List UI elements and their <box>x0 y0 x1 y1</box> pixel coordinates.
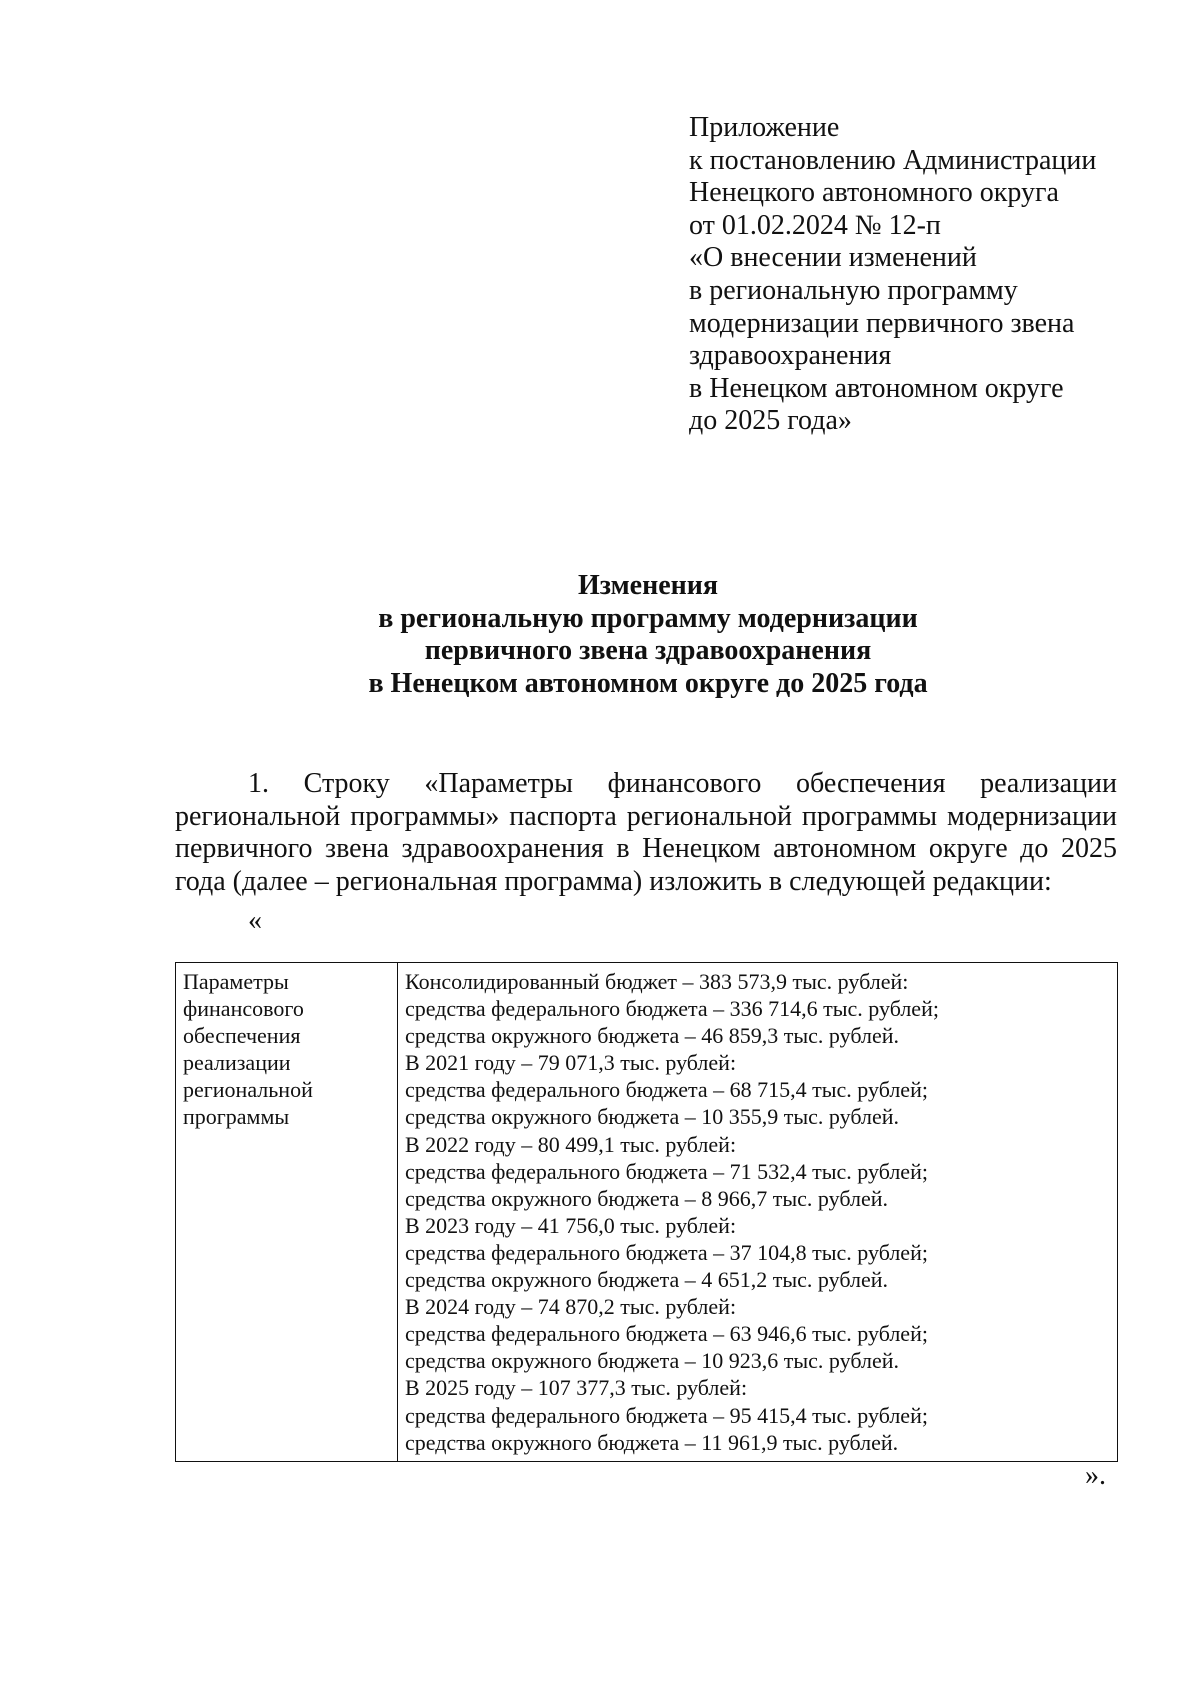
appendix-line: от 01.02.2024 № 12-п <box>689 209 941 241</box>
title-line: первичного звена здравоохранения <box>424 635 872 666</box>
paragraph-1: 1. Строку «Параметры финансового обеспечения реализации региональной программы» паспорта региональной программы модернизации первичного звена здравоохранения в Ненецком автономном округе до 2025 года (далее – региональная программа) изложить в следующей редакции: <box>175 768 1117 897</box>
value-line: средства окружного бюджета – 11 961,9 тыс. рублей. <box>405 1429 899 1455</box>
value-line: В 2022 году – 80 499,1 тыс. рублей: <box>405 1131 737 1157</box>
value-line: В 2021 году – 79 071,3 тыс. рублей: <box>405 1050 737 1076</box>
title-line: в Ненецком автономном округе до 2025 года <box>368 667 928 699</box>
appendix-line: в региональную программу <box>689 274 1018 306</box>
table-row <box>176 963 1118 1462</box>
value-line: средства федерального бюджета – 95 415,4 тыс. рублей; <box>405 1402 928 1428</box>
value-line: средства федерального бюджета – 336 714,6 тыс. рублей; <box>405 996 939 1022</box>
value-line: средства федерального бюджета – 68 715,4 тыс. рублей; <box>405 1077 928 1103</box>
appendix-line: «О внесении изменений <box>689 242 977 274</box>
value-line: средства окружного бюджета – 8 966,7 тыс. рублей. <box>405 1185 889 1211</box>
label-line: программы <box>183 1104 290 1130</box>
value-line: средства окружного бюджета – 10 923,6 тыс. рублей. <box>405 1348 900 1374</box>
appendix-line: до 2025 года» <box>689 405 852 437</box>
closing-quote-mark: ». <box>1085 1460 1106 1491</box>
document-title <box>0 570 1200 700</box>
value-line: Консолидированный бюджет – 383 573,9 тыс. рублей: <box>405 969 909 994</box>
value-line: В 2025 году – 107 377,3 тыс. рублей: <box>405 1375 748 1401</box>
value-line: средства окружного бюджета – 46 859,3 тыс. рублей. <box>405 1023 900 1049</box>
label-line: обеспечения <box>183 1023 301 1049</box>
appendix-block <box>689 112 1159 438</box>
title-line: Изменения <box>577 570 719 601</box>
appendix-line: здравоохранения <box>689 340 892 372</box>
value-line: средства федерального бюджета – 37 104,8 тыс. рублей; <box>405 1239 928 1265</box>
label-line: реализации <box>183 1050 291 1076</box>
label-line: Параметры <box>183 969 289 994</box>
title-line: в региональную программу модернизации <box>378 602 918 634</box>
value-line: средства окружного бюджета – 10 355,9 тыс. рублей. <box>405 1104 900 1130</box>
label-line: региональной <box>183 1077 313 1103</box>
parameter-values-cell <box>398 963 1118 1462</box>
value-line: средства федерального бюджета – 71 532,4 тыс. рублей; <box>405 1158 928 1184</box>
appendix-line: Приложение <box>689 112 840 143</box>
opening-quote-mark: « <box>248 905 262 936</box>
label-line: финансового <box>183 996 304 1022</box>
value-line: средства окружного бюджета – 4 651,2 тыс. рублей. <box>405 1267 889 1293</box>
financing-parameters-table <box>175 962 1118 1462</box>
appendix-line: модернизации первичного звена <box>689 307 1075 339</box>
appendix-line: к постановлению Администрации <box>689 144 1097 176</box>
value-line: В 2023 году – 41 756,0 тыс. рублей: <box>405 1212 737 1238</box>
appendix-line: в Ненецком автономном округе <box>689 372 1064 404</box>
appendix-line: Ненецкого автономного округа <box>689 177 1059 209</box>
value-line: В 2024 году – 74 870,2 тыс. рублей: <box>405 1294 737 1320</box>
value-line: средства федерального бюджета – 63 946,6 тыс. рублей; <box>405 1321 928 1347</box>
parameter-label-cell <box>176 963 398 1462</box>
